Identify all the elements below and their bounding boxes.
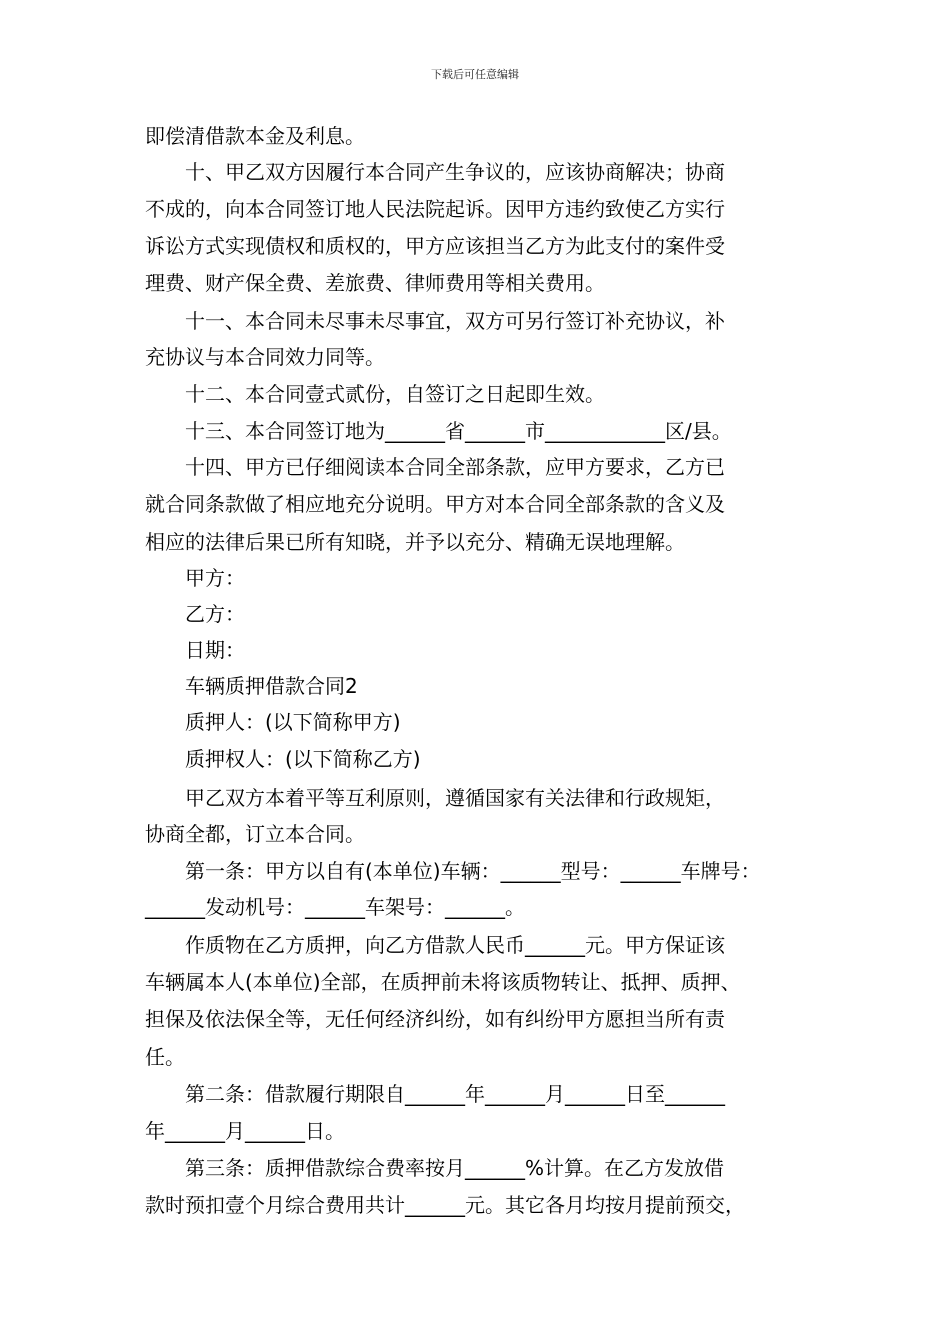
text-line: 充协议与本合同效力同等。 (145, 345, 385, 369)
text-line: 第一条：甲方以自有(本单位)车辆：______型号：______车牌号： (145, 859, 761, 883)
text-line: 任。 (145, 1045, 185, 1069)
text-line: 甲乙双方本着平等互利原则，遵循国家有关法律和行政规矩， (145, 786, 725, 810)
text-line: 质押权人：(以下简称乙方) (145, 747, 421, 771)
text-line: 相应的法律后果已所有知晓，并予以充分、精确无误地理解。 (145, 530, 685, 554)
text-line: 担保及依法保全等，无任何经济纠纷，如有纠纷甲方愿担当所有责 (145, 1007, 725, 1031)
text-line: 十、甲乙双方因履行本合同产生争议的，应该协商解决；协商 (145, 160, 725, 184)
text-line: 款时预扣壹个月综合费用共计______元。其它各月均按月提前预交， (145, 1193, 745, 1217)
text-line: 乙方： (145, 602, 245, 626)
text-line: 第二条：借款履行期限自______年______月______日至______ (145, 1082, 725, 1106)
text-line: 理费、财产保全费、差旅费、律师费用等相关费用。 (145, 271, 605, 295)
text-line: 年______月______日。 (145, 1119, 345, 1143)
text-line: 甲方： (145, 566, 245, 590)
text-line: 就合同条款做了相应地充分说明。甲方对本合同全部条款的含义及 (145, 492, 725, 516)
text-line: ______发动机号：______车架号：______。 (145, 895, 525, 919)
text-line: 车辆质押借款合同2 (145, 674, 358, 698)
text-line: 十三、本合同签订地为______省______市____________区/县。 (145, 419, 732, 443)
text-line: 不成的，向本合同签订地人民法院起诉。因甲方违约致使乙方实行 (145, 197, 725, 221)
text-line: 作质物在乙方质押，向乙方借款人民币______元。甲方保证该 (145, 933, 725, 957)
text-line: 车辆属本人(本单位)全部，在质押前未将该质物转让、抵押、质押、 (145, 970, 741, 994)
text-line: 十一、本合同未尽事未尽事宜，双方可另行签订补充协议，补 (145, 309, 725, 333)
text-line: 质押人：(以下简称甲方) (145, 710, 401, 734)
page-header: 下载后可任意编辑 (431, 68, 519, 81)
text-line: 诉讼方式实现债权和质权的，甲方应该担当乙方为此支付的案件受 (145, 234, 725, 258)
text-line: 十四、甲方已仔细阅读本合同全部条款，应甲方要求，乙方已 (145, 455, 725, 479)
text-line: 协商全都，订立本合同。 (145, 822, 365, 846)
text-line: 第三条：质押借款综合费率按月______%计算。在乙方发放借 (145, 1156, 725, 1180)
text-line: 日期： (145, 638, 245, 662)
text-line: 即偿清借款本金及利息。 (145, 124, 365, 148)
text-line: 十二、本合同壹式贰份，自签订之日起即生效。 (145, 382, 605, 406)
